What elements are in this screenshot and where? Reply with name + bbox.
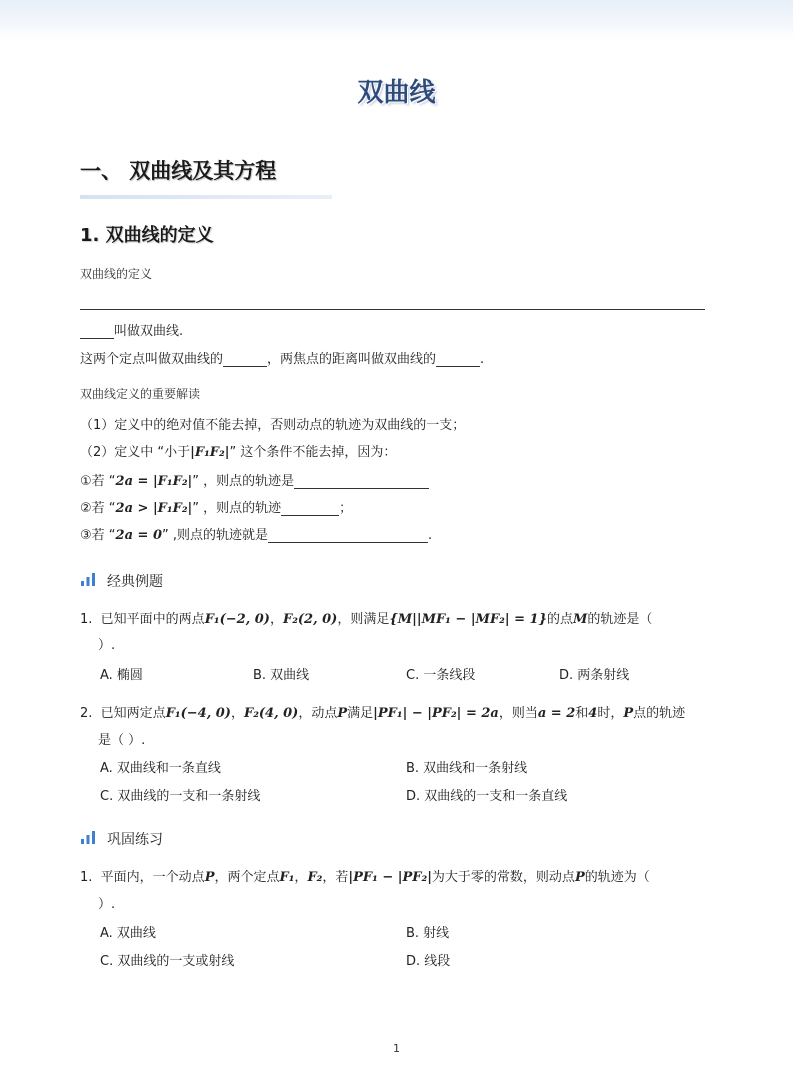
math: F₁ <box>279 870 295 885</box>
text: 和 <box>575 706 589 721</box>
practice-1-option-b[interactable]: B. 射线 <box>406 926 450 941</box>
text: ，则当 <box>498 706 538 721</box>
text: ； <box>339 501 353 516</box>
example-1-option-c[interactable]: C. 一条线段 <box>406 668 476 683</box>
text: 满足 <box>347 706 374 721</box>
math: P <box>337 706 348 721</box>
bar-chart-icon <box>80 572 96 586</box>
text: ， <box>294 870 308 885</box>
math: F₂ <box>307 870 323 885</box>
example-1-option-a[interactable]: A. 椭圆 <box>100 668 143 683</box>
definition-text: ，两焦点的距离叫做双曲线的 <box>267 352 437 367</box>
case-3 <box>80 524 432 543</box>
case-2 <box>80 497 352 516</box>
math: F₁(−4, 0) <box>165 706 231 721</box>
math: |PF₁ − |PF₂| <box>348 870 432 885</box>
text: 平面内，一个动点 <box>100 870 205 885</box>
text: ③若 “ <box>80 528 116 543</box>
math: P <box>623 706 634 721</box>
definition-text: 这两个定点叫做双曲线的 <box>80 352 224 367</box>
text: 已知两定点 <box>100 706 166 721</box>
math: 2a > |F₁F₂| <box>115 501 193 516</box>
question-number: 2. <box>80 706 93 721</box>
math: F₂(4, 0) <box>243 706 299 721</box>
example-1-line-1 <box>80 608 652 627</box>
text: ” ，则点的轨迹是 <box>192 474 295 489</box>
section-heading-rule <box>80 195 332 199</box>
example-2-option-a[interactable]: A. 双曲线和一条直线 <box>100 761 221 776</box>
fill-blank <box>436 366 480 367</box>
text: ，动点 <box>298 706 338 721</box>
page-number: 1 <box>393 1042 400 1055</box>
text: 的轨迹是（ <box>587 612 653 627</box>
example-2-option-b[interactable]: B. 双曲线和一条射线 <box>406 761 528 776</box>
math: F₂(2, 0) <box>282 612 338 627</box>
interpretation-item-1: （1）定义中的绝对值不能去掉，否则动点的轨迹为双曲线的一支； <box>80 418 466 433</box>
math: a = 2 <box>537 706 576 721</box>
math: {M||MF₁ − |MF₂| = 1} <box>389 612 547 627</box>
math: |F₁F₂| <box>190 445 230 460</box>
text: 的轨迹为（ <box>584 870 650 885</box>
case-1 <box>80 470 429 489</box>
example-1-option-b[interactable]: B. 双曲线 <box>253 668 310 683</box>
definition-fill-line <box>80 309 705 310</box>
practice-1-option-a[interactable]: A. 双曲线 <box>100 926 156 941</box>
text: ，两个定点 <box>214 870 280 885</box>
fill-blank <box>268 542 428 543</box>
math: P <box>574 870 585 885</box>
definition-heading: 双曲线的定义 <box>80 267 153 281</box>
text: （2）定义中 “小于 <box>80 445 191 460</box>
text: ” ,则点的轨迹就是 <box>162 528 268 543</box>
example-1-option-d[interactable]: D. 两条射线 <box>559 668 630 683</box>
fill-blank <box>223 366 267 367</box>
practice-1-option-c[interactable]: C. 双曲线的一支或射线 <box>100 954 235 969</box>
math: M <box>572 612 588 627</box>
text: . <box>428 528 433 543</box>
text: 点的轨迹 <box>633 706 686 721</box>
question-number: 1. <box>80 612 93 627</box>
math: |PF₁| − |PF₂| = 2a <box>373 706 499 721</box>
text: ①若 “ <box>80 474 116 489</box>
math: F₁(−2, 0) <box>204 612 270 627</box>
question-number: 1. <box>80 870 93 885</box>
example-1-line-2: ）. <box>98 638 116 653</box>
example-2-line-2: 是（ ）. <box>98 733 146 748</box>
definition-line-2 <box>80 320 183 339</box>
math: 4 <box>588 706 598 721</box>
text: ，若 <box>322 870 349 885</box>
definition-line-3 <box>80 348 484 367</box>
interpretation-heading: 双曲线定义的重要解读 <box>80 387 201 401</box>
text: ” 这个条件不能去掉，因为： <box>229 445 397 460</box>
practice-1-option-d[interactable]: D. 线段 <box>406 954 451 969</box>
text: ， <box>230 706 244 721</box>
math: 2a = 0 <box>115 528 162 543</box>
math: P <box>204 870 215 885</box>
document-title: 双曲线 <box>357 78 436 108</box>
bar-chart-icon <box>80 830 96 844</box>
math: 2a = |F₁F₂| <box>115 474 193 489</box>
text: ，则满足 <box>337 612 390 627</box>
text: 为大于零的常数，则动点 <box>431 870 575 885</box>
interpretation-item-2 <box>80 441 396 460</box>
section-heading: 一、 双曲线及其方程 <box>80 159 277 183</box>
fill-blank <box>294 488 429 489</box>
examples-label: 经典例题 <box>107 574 163 590</box>
text: 的点 <box>546 612 573 627</box>
fill-blank <box>281 515 339 516</box>
header-band <box>0 0 793 40</box>
text: ， <box>269 612 283 627</box>
text: ” ，则点的轨迹 <box>192 501 282 516</box>
text: 时， <box>597 706 624 721</box>
subsection-heading: 1. 双曲线的定义 <box>80 225 214 246</box>
example-2-option-d[interactable]: D. 双曲线的一支和一条直线 <box>406 789 568 804</box>
practice-1-line-1 <box>80 866 650 885</box>
fill-blank <box>80 338 114 339</box>
practice-label: 巩固练习 <box>107 832 163 848</box>
text: 已知平面中的两点 <box>100 612 205 627</box>
definition-text: . <box>480 352 485 367</box>
definition-text: 叫做双曲线. <box>114 324 184 339</box>
practice-1-line-2: ）. <box>98 897 116 912</box>
example-2-line-1 <box>80 702 685 721</box>
text: ②若 “ <box>80 501 116 516</box>
example-2-option-c[interactable]: C. 双曲线的一支和一条射线 <box>100 789 261 804</box>
